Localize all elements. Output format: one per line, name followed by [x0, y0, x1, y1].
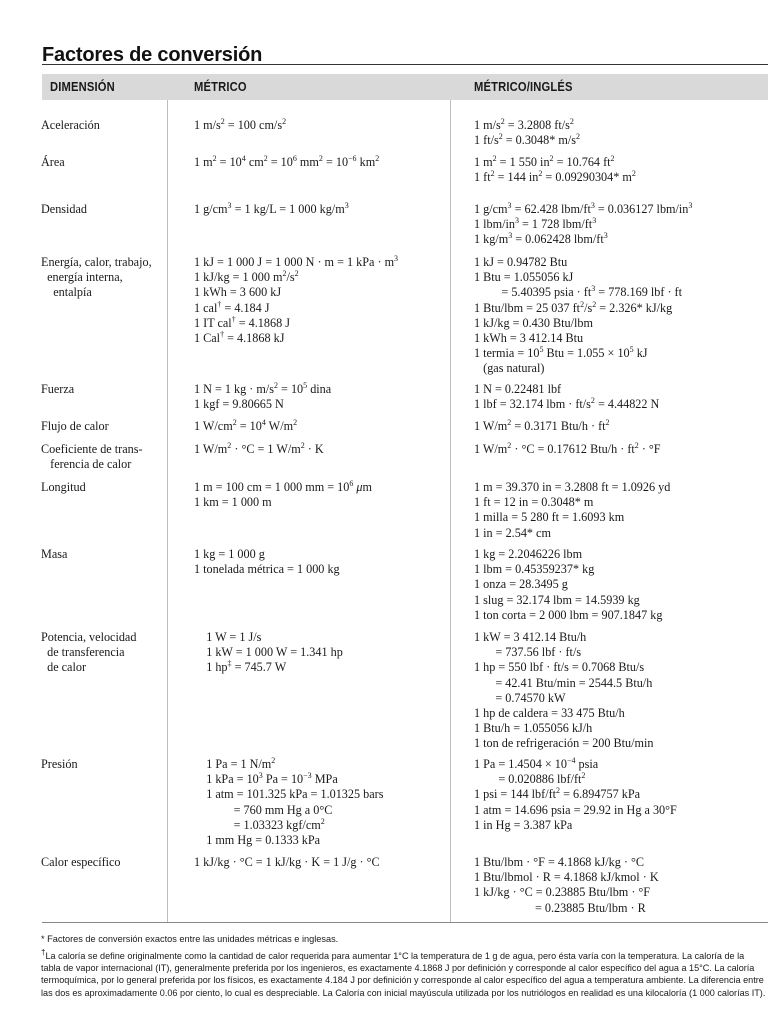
cell-metric: [194, 547, 340, 577]
dimension-line: de transferencia: [41, 645, 125, 660]
cell-english: [474, 155, 636, 185]
cell-dimension: [41, 202, 87, 217]
cell-dimension: [41, 118, 100, 133]
cell-dimension: [41, 480, 86, 495]
english-line: 1 slug = 32.174 lbm = 14.5939 kg: [474, 592, 640, 607]
english-line: 1 kWh = 3 412.14 Btu: [474, 331, 584, 346]
dimension-line: Longitud: [41, 480, 86, 494]
dimension-line: Masa: [41, 547, 68, 561]
cell-english: [474, 442, 661, 457]
dimension-line: entalpía: [41, 285, 92, 300]
english-line: 1 kg = 2.2046226 lbm: [474, 547, 583, 561]
english-line: (gas natural): [474, 361, 545, 376]
english-line: 1 $W/m^2 \cdot ^\circ C = 0.17612$ $Btu/h \cdot ft^2 \cdot ^\circ F$: [474, 440, 661, 456]
english-line: 1 m = 39.370 in = 3.2808 ft = 1.0926 yd: [474, 480, 671, 494]
metric-line: 1 km = 1 000 m: [194, 495, 272, 510]
cell-metric: [194, 118, 286, 133]
dimension-line: Flujo de calor: [41, 419, 109, 433]
metric-line: 1 m = 100 cm = 1 000 mm = $10^6$ μm: [194, 478, 373, 494]
cell-english: [474, 547, 662, 623]
english-line: 1 $Pa = 1.4504 \times 10^{-4}$ psia: [474, 755, 599, 771]
english-line: 1 $m/s^2 = 3.2808$ $ft/s^2$: [474, 116, 574, 132]
dimension-line: energía interna,: [41, 270, 123, 285]
english-line: 1 N = 0.22481 lbf: [474, 382, 562, 396]
english-line: 1 hp de caldera = 33 475 Btu/h: [474, 706, 625, 721]
cell-english: [474, 480, 670, 541]
cell-metric: [194, 155, 379, 170]
cell-english: [474, 419, 610, 434]
english-line: 1 $m^2 = 1$ 550 $in^2 = 10.764$ $ft^2$: [474, 153, 615, 169]
english-line: 1 psi = 144 lbf/$ft^2 = 6.894757$ kPa: [474, 786, 641, 802]
cell-dimension: [41, 419, 109, 434]
english-line: = 0.74570 kW: [474, 690, 566, 705]
english-line: 1 kW = 3 412.14 Btu/h: [474, 630, 587, 644]
metric-line: 1 atm = 101.325 kPa = 1.01325 bars: [194, 787, 384, 802]
english-line: 1 lbm/$in^3 = 1$ 728 lbm/$ft^3$: [474, 216, 597, 232]
cell-metric: [194, 757, 383, 848]
cell-dimension: [41, 442, 143, 472]
cell-dimension: [41, 757, 78, 772]
table-bottom-rule: [42, 922, 768, 923]
metric-line: 1 kJ/kg · °C = 1 kJ/kg · K = 1 J/g · °C: [194, 855, 380, 869]
metric-line: 1 N = 1 kg · $m/s^2 = 10^5$ dina: [194, 380, 332, 396]
footnote-calorie: †La caloría se define originalmente como la cantidad de calor requerida para aumentar 1°C la temperatura de 1 g de agua, pero ésta varía con la temperatura. La caloría de la tabla de vapor internacional (IT), generalmente preferida por los ingenieros, es exactamente 4.1868 J por definición y corresponde al calor específico del agua a 15°C. La caloría termoquímica, por lo general preferida por los físicos, es exactamente 4.184 J por definición y corresponde al calor específico del agua a temperatura ambiente. La diferencia entre las dos es aproximadamente 0.06 por ciento, lo cual es despreciable. La Caloría con inicial mayúscula utilizada por los nutriólogos en realidad es una kilocaloría (1 000 calorías IT).: [41, 947, 766, 998]
header-metric: MÉTRICO: [194, 79, 247, 94]
cell-english: [474, 202, 692, 248]
cell-metric: [194, 480, 372, 510]
metric-line: 1 cal† = 4.184 J: [194, 299, 270, 315]
metric-line: 1 kPa = $10^3$ $Pa = 10^{-3}$ MPa: [194, 771, 338, 787]
metric-line: 1 kg = 1 000 g: [194, 547, 265, 561]
metric-line: 1 kWh = 3 600 kJ: [194, 285, 282, 300]
footnote-exact: * Factores de conversión exactos entre las unidades métricas e inglesas.: [41, 934, 339, 944]
metric-line: 1 $m^2 = 10^4$ $cm^2 = 10^6$ $mm^2 = 10^{-6}$ $km^2$: [194, 153, 380, 169]
cell-metric: [194, 255, 398, 346]
metric-line: 1 kW = 1 000 W = 1.341 hp: [194, 645, 343, 660]
cell-metric: [194, 202, 349, 217]
dimension-line: Calor específico: [41, 855, 121, 869]
cell-dimension: [41, 155, 65, 170]
english-line: = 5.40395 psia · $ft^3 = 778.169$ lbf · ft: [474, 284, 682, 300]
cell-metric: [194, 630, 343, 676]
metric-line: 1 Pa = 1 $N/m^2$: [194, 755, 276, 771]
english-line: 1 atm = 14.696 psia = 29.92 in Hg a 30°F: [474, 802, 677, 817]
cell-english: [474, 855, 659, 916]
english-line: 1 onza = 28.3495 g: [474, 577, 568, 592]
english-line: 1 in = 2.54* cm: [474, 525, 551, 540]
english-line: = 42.41 Btu/min = 2544.5 Btu/h: [474, 675, 653, 690]
cell-dimension: [41, 547, 67, 562]
metric-line: = 1.03323 kgf/$cm^2$: [194, 816, 325, 832]
metric-line: 1 W = 1 J/s: [194, 630, 262, 644]
column-divider: [167, 100, 168, 922]
english-line: 1 $ft/s^2 = 0.3048*$ $m/s^2$: [474, 132, 580, 148]
english-line: 1 $g/cm^3 = 62.428$ lbm/$ft^3 = 0.036127$ lbm/$in^3$: [474, 200, 693, 216]
cell-dimension: [41, 255, 152, 301]
metric-line: 1 hp‡ = 745.7 W: [194, 659, 287, 675]
dimension-line: Coeficiente de trans-: [41, 442, 143, 456]
cell-english: [474, 757, 677, 833]
page-title: Factores de conversión: [42, 44, 263, 66]
english-line: 1 milla = 5 280 ft = 1.6093 km: [474, 510, 625, 525]
dimension-line: Presión: [41, 757, 78, 771]
cell-english: [474, 382, 659, 412]
english-line: 1 ton corta = 2 000 lbm = 907.1847 kg: [474, 607, 663, 622]
english-line: = 0.020886 lbf/$ft^2$: [474, 771, 586, 787]
dimension-line: Potencia, velocidad: [41, 630, 137, 644]
cell-metric: [194, 442, 324, 457]
metric-line: 1 $g/cm^3 = 1$ kg/L = 1 000 $kg/m^3$: [194, 200, 349, 216]
metric-line: = 760 mm Hg a 0°C: [194, 802, 333, 817]
english-line: = 0.23885 Btu/lbm · R: [474, 900, 646, 915]
english-line: 1 $W/m^2 = 0.3171$ $Btu/h \cdot ft^2$: [474, 417, 610, 433]
dimension-line: de calor: [41, 660, 87, 675]
dimension-line: Área: [41, 155, 65, 169]
title-rule: [42, 64, 768, 65]
cell-dimension: [41, 382, 74, 397]
metric-line: 1 $W/cm^2 = 10^4$ $W/m^2$: [194, 417, 298, 433]
english-line: = 737.56 lbf · ft/s: [474, 645, 582, 660]
cell-dimension: [41, 855, 121, 870]
cell-english: [474, 118, 580, 148]
dimension-line: Aceleración: [41, 118, 100, 132]
english-line: 1 Btu/h = 1.055056 kJ/h: [474, 721, 593, 736]
metric-line: 1 kJ/kg = 1 000 $m^2/s^2$: [194, 269, 299, 285]
english-line: 1 $ft^2 = 144$ $in^2 = 0.09290304*$ $m^2$: [474, 169, 636, 185]
metric-line: 1 $W/m^2 \cdot ^\circ C = 1$ $W/m^2 \cdot K$: [194, 440, 324, 456]
english-line: 1 kJ = 0.94782 Btu: [474, 255, 568, 269]
metric-line: 1 tonelada métrica = 1 000 kg: [194, 562, 340, 577]
metric-line: 1 mm Hg = 0.1333 kPa: [194, 833, 321, 848]
english-line: 1 Btu = 1.055056 kJ: [474, 270, 574, 285]
dimension-line: Densidad: [41, 202, 88, 216]
english-line: 1 ton de refrigeración = 200 Btu/min: [474, 736, 654, 751]
english-line: 1 hp = 550 lbf · ft/s = 0.7068 Btu/s: [474, 660, 645, 675]
metric-line: 1 kJ = 1 000 J = 1 000 N · m = 1 kPa · $m^3$: [194, 253, 399, 269]
cell-metric: [194, 855, 380, 870]
header-metric-english: MÉTRICO/INGLÉS: [474, 79, 573, 94]
english-line: 1 in Hg = 3.387 kPa: [474, 817, 573, 832]
english-line: 1 $kg/m^3 = 0.062428$ lbm/$ft^3$: [474, 231, 608, 247]
english-line: 1 Btu/lbm = 25 037 $ft^2/s^2 = 2.326*$ kJ/kg: [474, 299, 673, 315]
metric-line: 1 kgf = 9.80665 N: [194, 397, 284, 412]
metric-line: 1 Cal† = 4.1868 kJ: [194, 329, 285, 346]
column-divider: [450, 100, 451, 922]
english-line: 1 kJ/kg = 0.430 Btu/lbm: [474, 315, 593, 330]
table-header-band: [42, 74, 768, 100]
english-line: 1 termia = $10^5$ Btu = $1.055 \times 10^5$ kJ: [474, 345, 648, 361]
dimension-line: ferencia de calor: [41, 457, 132, 472]
cell-metric: [194, 419, 297, 434]
cell-dimension: [41, 630, 136, 676]
english-line: 1 lbm = 0.45359237* kg: [474, 562, 595, 577]
header-dimension: DIMENSIÓN: [50, 79, 115, 94]
cell-english: [474, 255, 682, 377]
metric-line: 1 $m/s^2 = 100$ $cm/s^2$: [194, 116, 287, 132]
english-line: 1 lbf = 32.174 lbm · $ft/s^2 = 4.44822$ N: [474, 396, 660, 412]
cell-metric: [194, 382, 331, 412]
dimension-line: Fuerza: [41, 382, 75, 396]
english-line: 1 Btu/lbm · °F = 4.1868 kJ/kg · °C: [474, 855, 644, 869]
dimension-line: Energía, calor, trabajo,: [41, 255, 152, 269]
english-line: 1 kJ/kg · °C = 0.23885 Btu/lbm · °F: [474, 885, 651, 900]
metric-line: 1 IT cal† = 4.1868 J: [194, 314, 290, 330]
english-line: 1 Btu/lbmol · R = 4.1868 kJ/kmol · K: [474, 870, 659, 885]
cell-english: [474, 630, 654, 752]
english-line: 1 ft = 12 in = 0.3048* m: [474, 495, 594, 510]
